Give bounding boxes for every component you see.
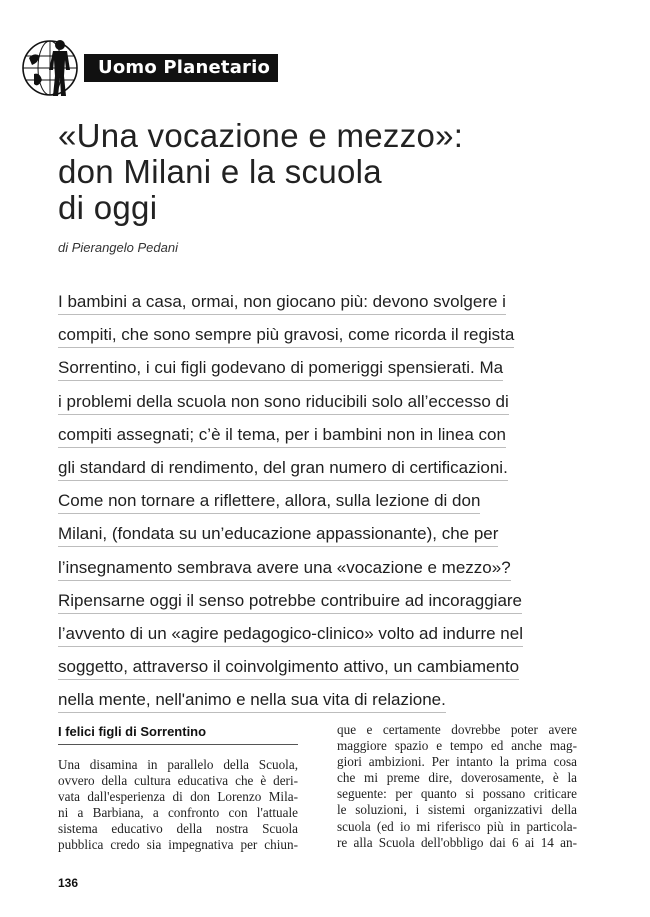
lead-line: Milani, (fondata su un’educazione appassionante), che per (58, 522, 498, 547)
body-text-line: pubblica credo sia impegnativa per chiun- (58, 837, 298, 853)
body-text-line: giori ambizioni. Per intanto la prima cosa (337, 754, 577, 770)
section-subheading: I felici figli di Sorrentino (58, 722, 298, 745)
body-column-left (58, 722, 298, 854)
body-column-right (337, 722, 577, 851)
lead-line: Ripensarne oggi il senso potrebbe contribuire ad incoraggiare (58, 589, 522, 614)
page-number: 136 (58, 876, 79, 890)
body-text-line: le soluzioni, i sistemi organizzativi della (337, 802, 577, 818)
body-text-line: vata dall'esperienza di don Lorenzo Mila- (58, 789, 298, 805)
body-text-line: re alla Scuola dell'obbligo dai 6 ai 14 an- (337, 834, 577, 850)
body-text-line: ovvero della cultura educativa che è deri- (58, 773, 298, 789)
article-title-line: «Una vocazione e mezzo»: (58, 117, 464, 154)
body-text-line: ni a Barbiana, a confronto con l'attuale (58, 805, 298, 821)
body-text-line: scuola (ed io mi riferisco più in particola- (337, 818, 577, 834)
body-text-line: che mi preme dire, doverosamente, è la (337, 770, 577, 786)
article-title (58, 118, 618, 226)
lead-paragraph (58, 290, 580, 721)
lead-line: I bambini a casa, ormai, non giocano più: devono svolgere i (58, 290, 506, 315)
lead-line: gli standard di rendimento, del gran numero di certificazioni. (58, 456, 508, 481)
lead-line: l’insegnamento sembrava avere una «vocazione e mezzo»? (58, 556, 511, 581)
lead-line: nella mente, nell'animo e nella sua vita di relazione. (58, 688, 446, 713)
section-header (20, 36, 620, 100)
lead-line: Come non tornare a riflettere, allora, sulla lezione di don (58, 489, 480, 514)
section-label: Uomo Planetario (84, 54, 278, 82)
lead-line: l’avvento di un «agire pedagogico-clinico» volto ad indurre nel (58, 622, 523, 647)
article-title-line: di oggi (58, 189, 158, 226)
globe-man-icon (20, 36, 84, 100)
article-title-line: don Milani e la scuola (58, 153, 382, 190)
lead-line: soggetto, attraverso il coinvolgimento attivo, un cambiamento (58, 655, 519, 680)
lead-line: compiti assegnati; c’è il tema, per i bambini non in linea con (58, 423, 506, 448)
body-text-line: sistema educativo della nostra Scuola (58, 821, 298, 837)
body-text-line: que e certamente dovrebbe poter avere (337, 722, 577, 737)
body-text-line: maggiore spazio e tempo ed anche mag- (337, 738, 577, 754)
body-text-line: Una disamina in parallelo della Scuola, (58, 757, 298, 772)
body-text-line: seguente: per quanto si possano criticare (337, 786, 577, 802)
lead-line: i problemi della scuola non sono riducibili solo all’eccesso di (58, 390, 509, 415)
lead-line: Sorrentino, i cui figli godevano di pomeriggi spensierati. Ma (58, 356, 503, 381)
lead-line: compiti, che sono sempre più gravosi, come ricorda il regista (58, 323, 514, 348)
article-byline: di Pierangelo Pedani (58, 240, 178, 255)
